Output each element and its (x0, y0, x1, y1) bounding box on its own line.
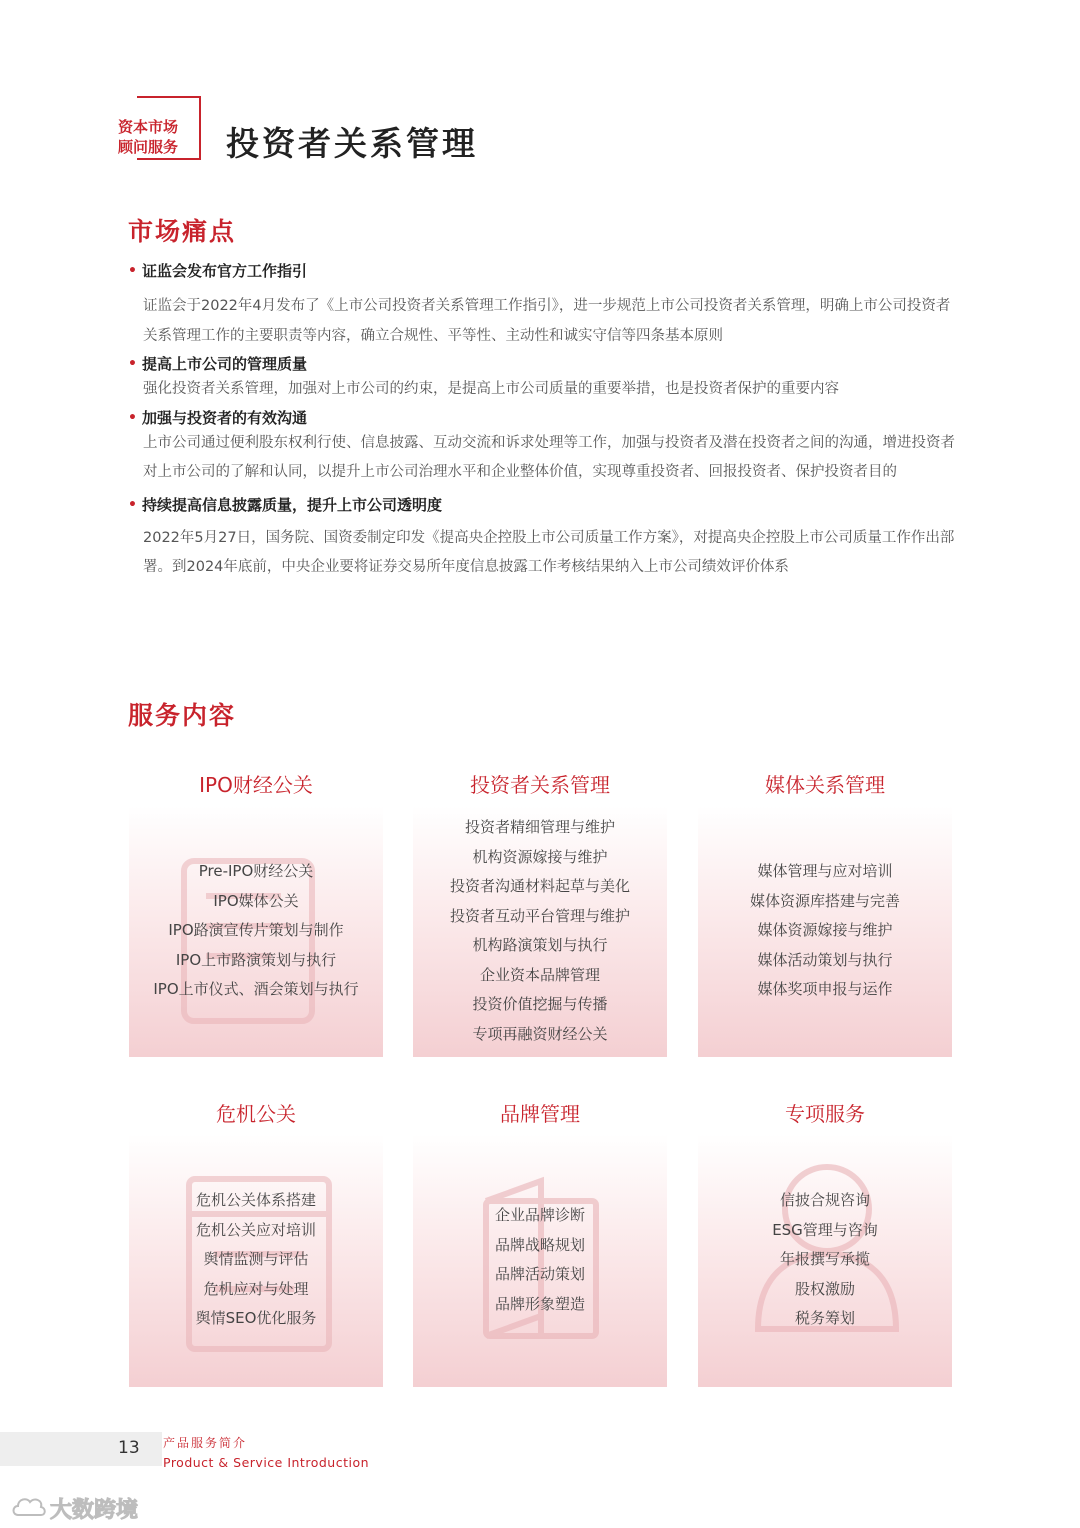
service-item: IPO上市路演策划与执行 (175, 950, 337, 969)
service-card-items (129, 1186, 383, 1334)
pain-point-item (128, 408, 958, 488)
service-item: 年报撰写承揽 (779, 1250, 870, 1268)
service-item: 危机应对与处理 (203, 1279, 309, 1298)
service-item: 投资者精细管理与维护 (464, 818, 615, 836)
service-item: 媒体管理与应对培训 (757, 862, 893, 880)
pain-point-heading: 提高上市公司的管理质量 (142, 355, 308, 373)
service-item: ESG管理与咨询 (772, 1220, 878, 1239)
service-item: IPO路演宣传片策划与制作 (168, 921, 344, 939)
bullet-dot-icon: • (128, 496, 137, 513)
service-item: 投资价值挖掘与传播 (472, 995, 608, 1013)
service-card-title: 危机公关 (216, 1102, 296, 1126)
service-item: 股权激励 (794, 1279, 855, 1298)
service-item: 投资者沟通材料起草与美化 (449, 877, 630, 895)
service-card-brand-management (413, 1134, 667, 1387)
service-card-items (413, 1201, 667, 1319)
pain-point-body: 证监会于2022年4月发布了《上市公司投资者关系管理工作指引》，进一步规范上市公司投资者关系管理，明确上市公司投资者关系管理工作的主要职责等内容，确立合规性、平等性、主动性和诚实守信等四条基本原则 (143, 298, 951, 344)
pain-point-heading: 证监会发布官方工作指引 (142, 262, 308, 280)
pain-points-title: 市场痛点 (128, 217, 237, 246)
service-card-investor-relations (413, 806, 667, 1057)
service-item: 媒体资源嫁接与维护 (757, 921, 893, 939)
service-item: 机构资源嫁接与维护 (472, 847, 608, 866)
pain-point-body: 强化投资者关系管理，加强对上市公司的约束，是提高上市公司质量的重要举措，也是投资者保护的重要内容 (143, 381, 839, 397)
pain-point-item (128, 261, 958, 351)
service-item: 品牌战略规划 (494, 1235, 585, 1254)
service-card-title: 媒体关系管理 (765, 773, 885, 797)
page-title: 投资者关系管理 (226, 124, 478, 163)
pain-point-body: 2022年5月27日，国务院、国资委制定印发《提高央企控股上市公司质量工作方案》，对提高央企控股上市公司质量工作作出部署。到2024年底前，中央企业要将证券交易所年度信息披露工作考核结果纳入上市公司绩效评价体系 (143, 529, 955, 575)
service-item: Pre-IPO财经公关 (198, 862, 314, 880)
service-card-items (129, 857, 383, 1005)
pain-point-heading: 加强与投资者的有效沟通 (142, 408, 308, 427)
watermark-text: 大数跨境 (50, 1498, 139, 1523)
service-item: 媒体活动策划与执行 (757, 950, 893, 969)
service-card-title: 专项服务 (785, 1102, 865, 1126)
service-item: 税务筹划 (794, 1309, 855, 1327)
bullet-dot-icon: • (128, 263, 137, 279)
service-item: 媒体资源库搭建与完善 (749, 891, 900, 910)
service-item: 投资者互动平台管理与维护 (449, 906, 630, 925)
bullet-dot-icon: • (128, 409, 137, 426)
service-item: 媒体奖项申报与运作 (757, 980, 893, 998)
pain-point-item (128, 354, 958, 405)
service-card-ipo (129, 806, 383, 1057)
bullet-dot-icon: • (128, 356, 137, 372)
pain-point-item (128, 495, 958, 583)
footer-label-en: Product & Service Introduction (163, 1455, 370, 1470)
service-item: 专项再融资财经公关 (472, 1024, 608, 1043)
cloud-logo-icon (10, 1493, 48, 1521)
service-item: IPO媒体公关 (213, 891, 299, 910)
badge-line-2: 顾问服务 (118, 138, 179, 156)
services-title: 服务内容 (128, 701, 237, 730)
service-item: 危机公关应对培训 (195, 1220, 316, 1239)
watermark (10, 1491, 150, 1523)
service-item: 品牌形象塑造 (494, 1294, 585, 1313)
service-item: 危机公关体系搭建 (195, 1191, 316, 1209)
pain-points-list (128, 261, 958, 583)
service-card-special-services (698, 1134, 952, 1387)
service-card-title: 投资者关系管理 (470, 773, 610, 797)
page-number: 13 (118, 1438, 140, 1458)
service-card-items (698, 1186, 952, 1334)
pain-point-body: 上市公司通过便利股东权利行使、信息披露、互动交流和诉求处理等工作，加强与投资者及潜在投资者之间的沟通，增进投资者对上市公司的了解和认同，以提升上市公司治理水平和企业整体价值，实现尊重投资者、回报投资者、保护投资者目的 (143, 434, 955, 480)
service-item: 舆情监测与评估 (203, 1250, 309, 1268)
service-item: 企业品牌诊断 (494, 1206, 585, 1224)
service-item: 企业资本品牌管理 (479, 965, 600, 984)
service-card-crisis-pr (129, 1134, 383, 1387)
title-badge (118, 117, 198, 157)
service-item: 机构路演策划与执行 (472, 936, 608, 954)
service-card-title: 品牌管理 (500, 1102, 580, 1126)
pain-point-heading: 持续提高信息披露质量，提升上市公司透明度 (142, 495, 443, 514)
service-item: IPO上市仪式、酒会策划与执行 (153, 980, 359, 998)
service-card-items (413, 813, 667, 1049)
service-card-media-relations (698, 806, 952, 1057)
service-item: 信披合规咨询 (779, 1191, 870, 1209)
service-card-title: IPO财经公关 (199, 773, 313, 797)
footer-label-cn: 产品服务简介 (163, 1436, 248, 1450)
badge-line-1: 资本市场 (118, 118, 179, 136)
service-card-items (698, 857, 952, 1005)
service-item: 舆情SEO优化服务 (195, 1309, 317, 1327)
service-item: 品牌活动策划 (494, 1265, 585, 1283)
